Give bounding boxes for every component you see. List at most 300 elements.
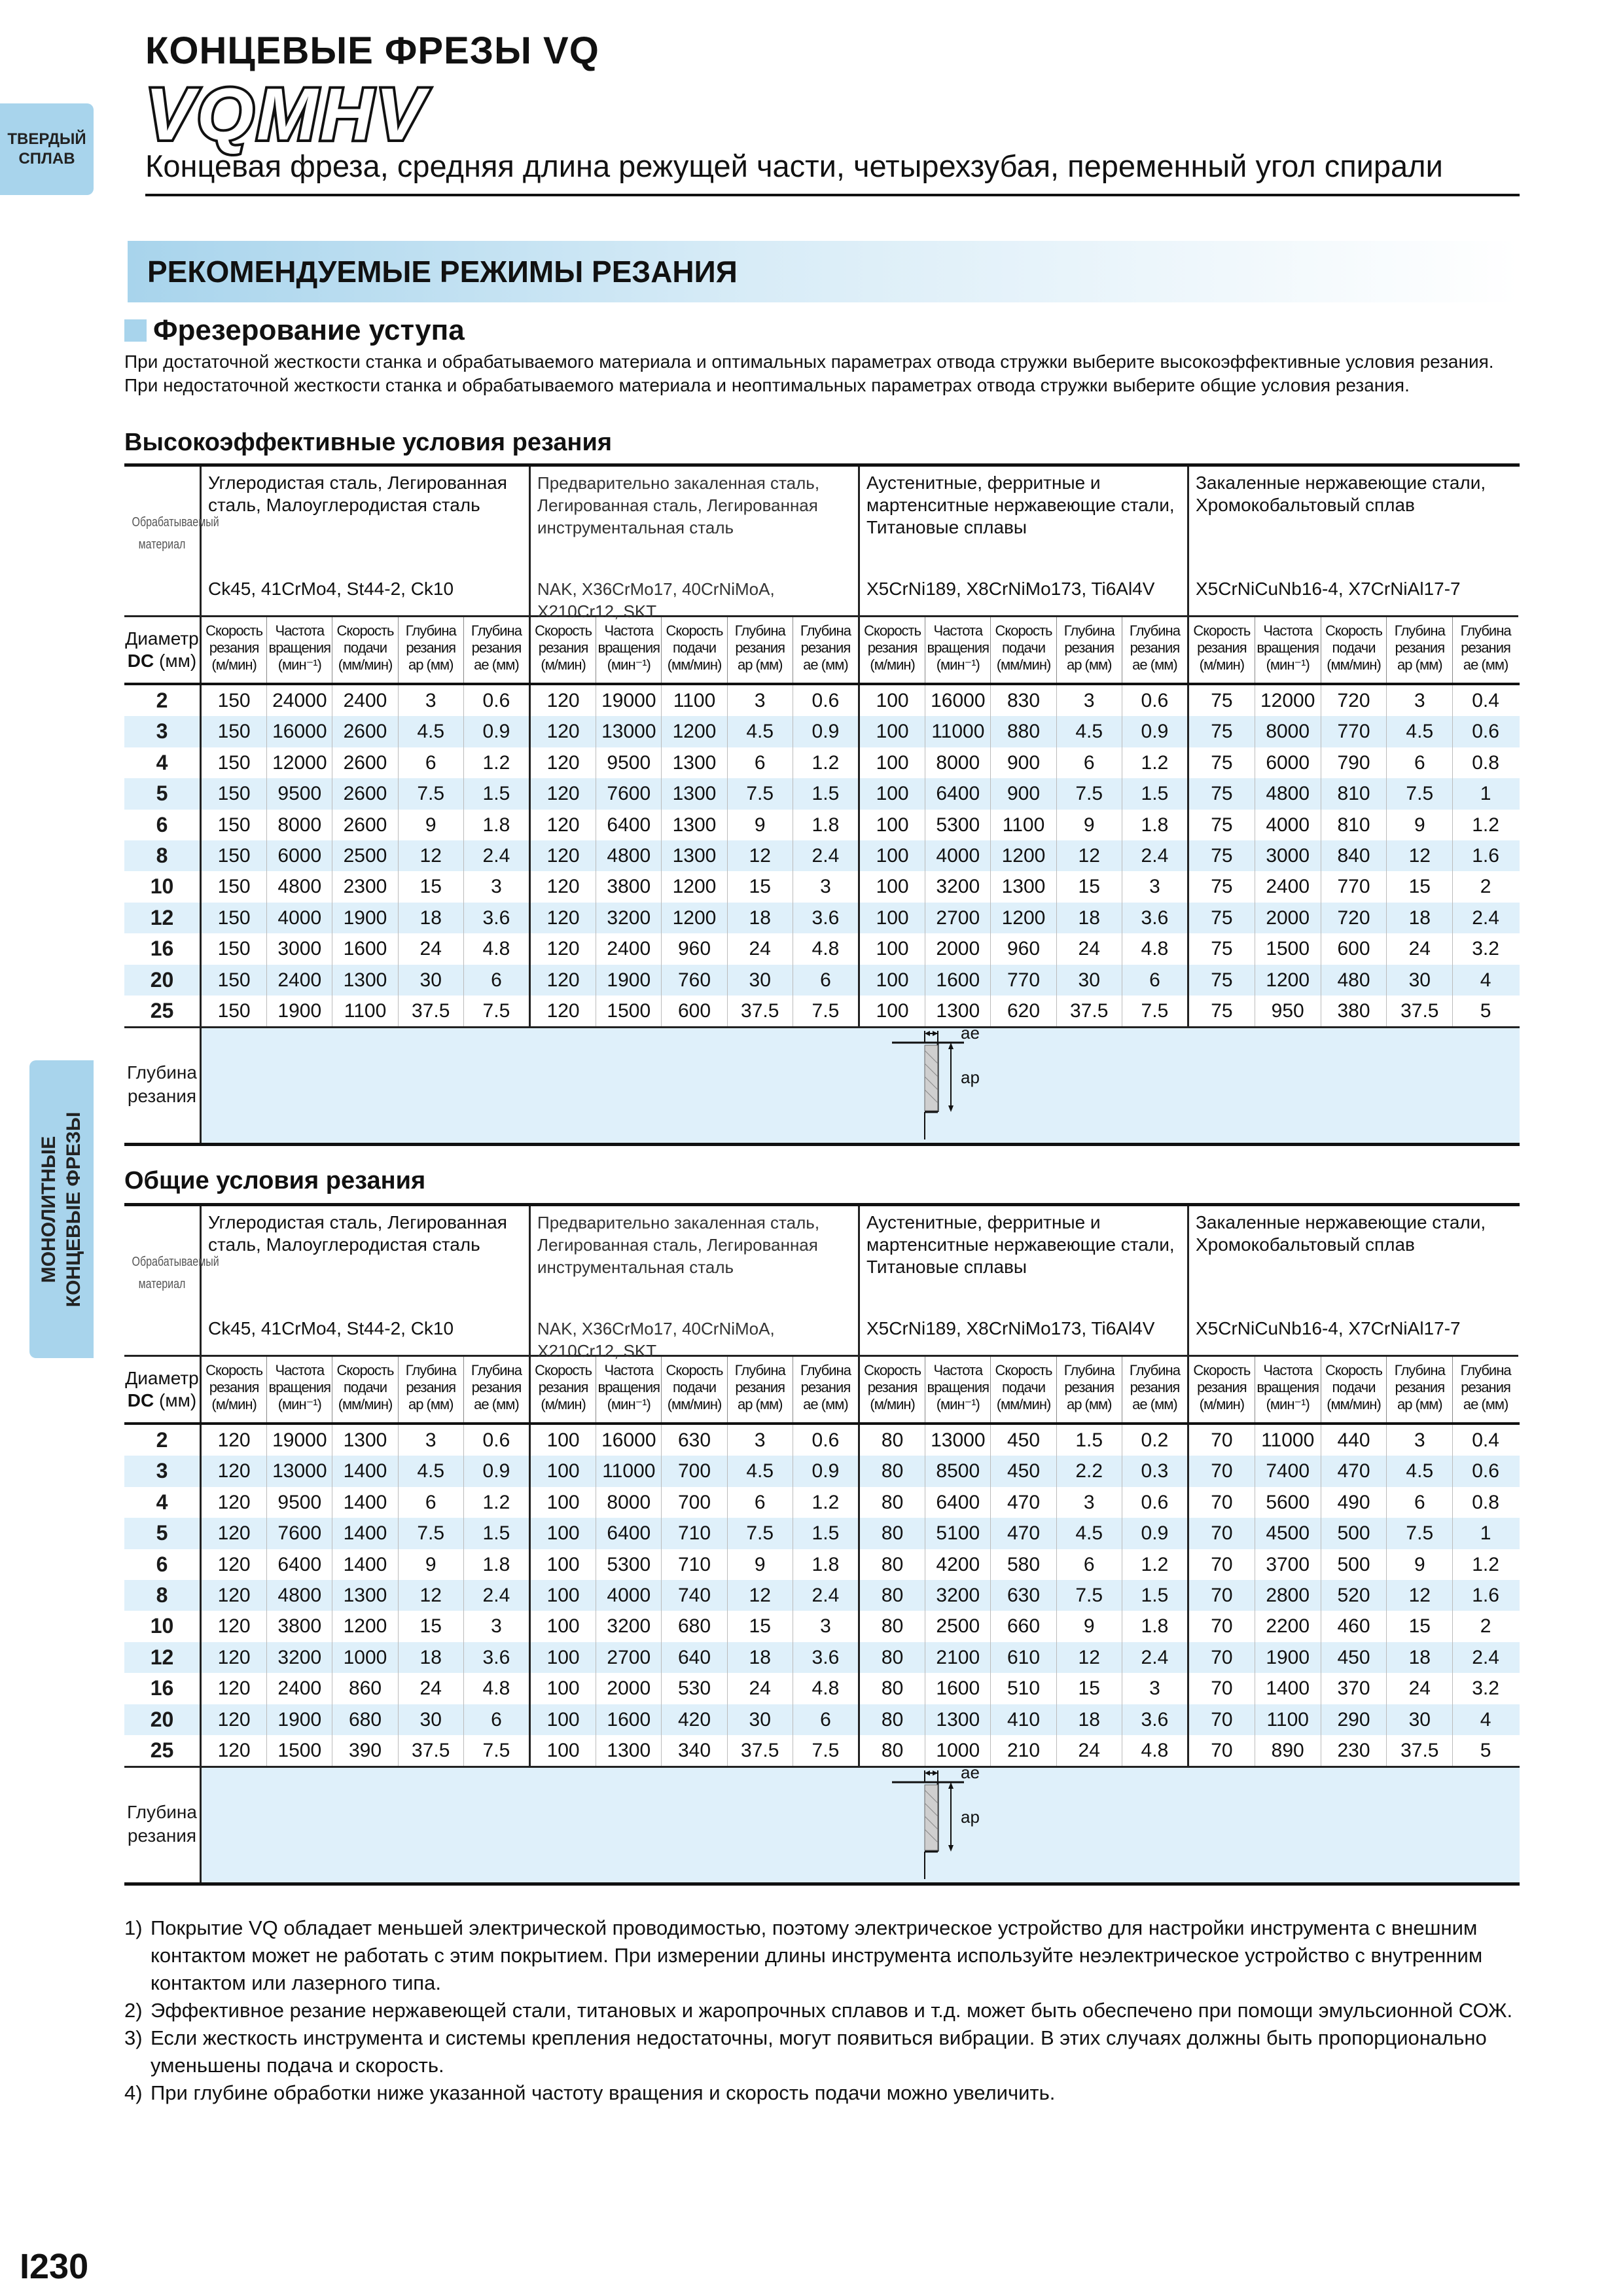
table-cell: 470 <box>1321 1456 1387 1486</box>
cutting-table-high-efficiency <box>124 463 1520 1146</box>
table-cell: 4.5 <box>399 716 464 747</box>
column-header: Глубина резания ae (мм) <box>1129 1362 1180 1412</box>
work-material-label: Обрабатываемый материал <box>132 515 219 552</box>
diameter-cell: 5 <box>124 778 202 809</box>
table-cell: 70 <box>1189 1611 1255 1641</box>
row-group <box>202 965 531 996</box>
table-cell: 2500 <box>332 840 398 871</box>
table-cell: 100 <box>860 810 925 840</box>
column-header: Глубина резания ae (мм) <box>1460 1362 1511 1412</box>
table-cell: 120 <box>202 1518 267 1549</box>
column-header: Скорость резания (м/мин) <box>202 1357 267 1422</box>
diameter-cell: 8 <box>124 1580 202 1611</box>
column-header: Глубина резания ap (мм) <box>399 1357 464 1422</box>
table-cell: 2000 <box>925 933 991 964</box>
column-header: Частота вращения (мин⁻¹) <box>1255 1357 1321 1422</box>
column-header: Глубина резания ap (мм) <box>1387 617 1453 683</box>
table-cell: 1.2 <box>1141 751 1169 774</box>
table-cell: 450 <box>991 1425 1056 1456</box>
row-group <box>531 1704 860 1735</box>
table-cell: 12 <box>1387 840 1453 871</box>
table-cell: 18 <box>399 1642 464 1673</box>
table-cell: 9 <box>728 1549 793 1580</box>
table-cell: 3 <box>728 1425 793 1456</box>
material-group-1 <box>202 1206 531 1357</box>
table-cell: 0.6 <box>482 1429 510 1451</box>
table-row <box>124 1704 1520 1735</box>
work-material-label-cell <box>124 467 219 617</box>
row-group <box>202 1735 531 1766</box>
column-header-group <box>860 617 1189 683</box>
table-cell: 480 <box>1321 965 1387 996</box>
table-cell: 3 <box>728 685 793 716</box>
table-cell: 75 <box>1189 685 1255 716</box>
table-cell: 150 <box>202 778 267 809</box>
table-cell: 4000 <box>925 840 991 871</box>
diameter-header-cell <box>124 1357 202 1422</box>
row-group <box>1189 1735 1518 1766</box>
table-cell: 150 <box>202 996 267 1026</box>
table-cell: 1500 <box>1255 933 1321 964</box>
table-cell: 1400 <box>1255 1673 1321 1704</box>
table-cell: 1400 <box>332 1456 398 1486</box>
table-cell: 7.5 <box>1141 999 1169 1022</box>
table-cell: 830 <box>991 685 1056 716</box>
table-cell: 1.5 <box>482 783 510 805</box>
table-cell: 19000 <box>596 685 662 716</box>
column-header: Скорость резания (м/мин) <box>1189 617 1255 683</box>
table-cell: 440 <box>1321 1425 1387 1456</box>
table-cell: 150 <box>202 716 267 747</box>
depth-diagram-area <box>202 1028 1520 1143</box>
table-cell: 0.6 <box>1141 690 1169 711</box>
table-cell: 290 <box>1321 1704 1387 1735</box>
row-group <box>202 1425 531 1456</box>
table-cell: 24 <box>728 1673 793 1704</box>
table-cell: 6000 <box>267 840 332 871</box>
row-group <box>1189 996 1518 1026</box>
table-cell: 3 <box>491 1615 502 1638</box>
row-group <box>531 1642 860 1673</box>
ap-label: ap <box>961 1067 980 1088</box>
table-cell: 70 <box>1189 1518 1255 1549</box>
table-cell: 70 <box>1189 1704 1255 1735</box>
page-number: I230 <box>20 2247 89 2286</box>
table-cell: 4.8 <box>812 938 840 960</box>
table-cell: 0.6 <box>812 690 840 711</box>
table-cell: 13000 <box>267 1456 332 1486</box>
table-cell: 230 <box>1321 1735 1387 1766</box>
table-cell: 120 <box>531 840 596 871</box>
diameter-cell: 10 <box>124 871 202 902</box>
row-group <box>860 996 1189 1026</box>
row-group <box>531 1487 860 1518</box>
table-cell: 2800 <box>1255 1580 1321 1611</box>
table-cell: 24 <box>1057 933 1122 964</box>
column-header: Частота вращения (мин⁻¹) <box>596 1357 662 1422</box>
material-header-row <box>124 467 1520 621</box>
column-header: Скорость подачи (мм/мин) <box>662 617 727 683</box>
table-cell: 6 <box>728 747 793 778</box>
table-cell: 75 <box>1189 996 1255 1026</box>
table-cell: 770 <box>1321 716 1387 747</box>
table-cell: 6400 <box>596 1518 662 1549</box>
table-cell: 80 <box>860 1518 925 1549</box>
table-cell: 120 <box>531 871 596 902</box>
diameter-label <box>124 1357 200 1412</box>
table-cell: 24 <box>399 1673 464 1704</box>
table-cell: 120 <box>202 1487 267 1518</box>
table-cell: 1900 <box>596 965 662 996</box>
table-cell: 7.5 <box>399 778 464 809</box>
table-cell: 9 <box>1387 1549 1453 1580</box>
table-cell: 3 <box>1149 876 1160 898</box>
table-cell: 100 <box>860 778 925 809</box>
table-row <box>124 996 1520 1026</box>
row-group <box>202 840 531 871</box>
material-grades: Ck45, 41CrMo4, St44-2, Ck10 <box>208 1318 454 1338</box>
diameter-header-cell <box>124 617 202 683</box>
table-cell: 4800 <box>1255 778 1321 809</box>
table-cell: 24 <box>1387 1673 1453 1704</box>
table-cell: 600 <box>1321 933 1387 964</box>
tab-side-line2: КОНЦЕВЫЕ ФРЕЗЫ <box>63 1111 84 1308</box>
table-cell: 12 <box>728 840 793 871</box>
column-header-row <box>124 1357 1520 1425</box>
work-material-label: Обрабатываемый материал <box>132 1255 219 1291</box>
intro-line-1: При достаточной жесткости станка и обрабатываемого материала и оптимальных параметрах отвода стружки выберите высокоэффективные условия резания. <box>124 351 1494 372</box>
tab-label-line1: ТВЕРДЫЙ <box>7 130 86 148</box>
footnote-number: 4) <box>124 2081 143 2104</box>
table-cell: 100 <box>531 1580 596 1611</box>
table-cell: 5600 <box>1255 1487 1321 1518</box>
table-cell: 1300 <box>662 810 727 840</box>
row-group <box>1189 1425 1518 1456</box>
column-header: Скорость подачи (мм/мин) <box>662 1357 727 1422</box>
column-header: Глубина резания ae (мм) <box>471 1362 522 1412</box>
row-group <box>1189 1580 1518 1611</box>
table-cell: 0.6 <box>1472 1460 1499 1482</box>
table-cell: 9 <box>1057 1611 1122 1641</box>
table-cell: 4.5 <box>1057 716 1122 747</box>
table-cell: 600 <box>662 996 727 1026</box>
table-cell: 4.8 <box>482 1677 510 1700</box>
diameter-cell: 4 <box>124 747 202 778</box>
table-cell: 1.2 <box>482 1491 510 1513</box>
table-cell: 12 <box>399 840 464 871</box>
table-cell: 3000 <box>1255 840 1321 871</box>
row-group <box>860 1735 1189 1766</box>
row-group <box>531 965 860 996</box>
table-cell: 720 <box>1321 685 1387 716</box>
table-cell: 3200 <box>267 1642 332 1673</box>
column-header: Глубина резания ap (мм) <box>1387 1357 1453 1422</box>
table-cell: 1500 <box>596 996 662 1026</box>
table-cell: 860 <box>332 1673 398 1704</box>
depth-of-cut-label: Глубина резания <box>124 1768 202 1882</box>
table-cell: 740 <box>662 1580 727 1611</box>
table-cell: 0.9 <box>812 721 840 743</box>
row-group <box>1189 1487 1518 1518</box>
table-cell: 6 <box>399 1487 464 1518</box>
table-cell: 2300 <box>332 871 398 902</box>
row-group <box>1189 810 1518 840</box>
table-cell: 0.3 <box>1141 1460 1169 1482</box>
row-group <box>860 1611 1189 1641</box>
material-grades: NAK, X36CrMo17, 40CrNiMoA, X210Cr12, SKT <box>537 579 775 621</box>
table-cell: 70 <box>1189 1487 1255 1518</box>
table-cell: 1900 <box>332 903 398 933</box>
table-row <box>124 1549 1520 1580</box>
table-cell: 710 <box>662 1518 727 1549</box>
table-cell: 37.5 <box>728 996 793 1026</box>
table-cell: 15 <box>1057 871 1122 902</box>
table-cell: 4 <box>1480 1708 1491 1731</box>
table-cell: 11000 <box>596 1456 662 1486</box>
row-group <box>531 1735 860 1766</box>
footnote-number: 2) <box>124 1999 143 2022</box>
table-cell: 37.5 <box>728 1735 793 1766</box>
column-header: Скорость резания (м/мин) <box>531 617 596 683</box>
table-cell: 3000 <box>267 933 332 964</box>
table-cell: 70 <box>1189 1549 1255 1580</box>
row-group <box>1189 871 1518 902</box>
table-cell: 7.5 <box>399 1518 464 1549</box>
table-cell: 7600 <box>267 1518 332 1549</box>
table-cell: 15 <box>728 871 793 902</box>
table-cell: 2600 <box>332 810 398 840</box>
table-cell: 2.4 <box>482 844 510 867</box>
table-cell: 1.2 <box>1472 814 1499 836</box>
table-cell: 1600 <box>925 965 991 996</box>
table-cell: 70 <box>1189 1425 1255 1456</box>
table-cell: 37.5 <box>399 996 464 1026</box>
table-cell: 4.8 <box>482 938 510 960</box>
column-header: Частота вращения (мин⁻¹) <box>925 1357 991 1422</box>
table-row <box>124 747 1520 778</box>
table-cell: 18 <box>1387 1642 1453 1673</box>
depth-of-cut-row <box>124 1766 1520 1882</box>
table-cell: 1400 <box>332 1549 398 1580</box>
row-group <box>202 747 531 778</box>
material-group-4 <box>1189 1206 1518 1357</box>
table-cell: 120 <box>202 1611 267 1641</box>
table-cell: 1.6 <box>1472 844 1499 867</box>
table-cell: 7.5 <box>1057 778 1122 809</box>
table-cell: 18 <box>728 903 793 933</box>
table-cell: 150 <box>202 933 267 964</box>
table-cell: 8000 <box>1255 716 1321 747</box>
table-cell: 70 <box>1189 1735 1255 1766</box>
footnote-number: 3) <box>124 2026 143 2049</box>
product-subtitle: Концевая фреза, средняя длина режущей части, четырехзубая, переменный угол спирали <box>145 149 1443 183</box>
table-cell: 4200 <box>925 1549 991 1580</box>
row-group <box>531 1611 860 1641</box>
table-cell: 12 <box>1387 1580 1453 1611</box>
table-cell: 37.5 <box>1387 996 1453 1026</box>
column-header-group <box>202 617 531 683</box>
section-tab-carbide <box>0 103 94 195</box>
table-cell: 120 <box>531 810 596 840</box>
table-cell: 4.5 <box>1387 1456 1453 1486</box>
table-cell: 5 <box>1480 1739 1491 1761</box>
table-cell: 700 <box>662 1487 727 1518</box>
table-cell: 3 <box>820 876 831 898</box>
table-cell: 500 <box>1321 1549 1387 1580</box>
table-cell: 80 <box>860 1735 925 1766</box>
table-cell: 120 <box>202 1425 267 1456</box>
table-cell: 120 <box>202 1456 267 1486</box>
table-cell: 4000 <box>1255 810 1321 840</box>
table-cell: 3800 <box>267 1611 332 1641</box>
table-cell: 1100 <box>332 996 398 1026</box>
footnote-text: При глубине обработки ниже указанной частоту вращения и скорость подачи можно увеличить. <box>151 2081 1056 2104</box>
work-material-label-cell <box>124 1206 219 1357</box>
row-group <box>531 1549 860 1580</box>
table-cell: 30 <box>1057 965 1122 996</box>
row-group <box>860 871 1189 902</box>
row-group <box>1189 747 1518 778</box>
table-cell: 1300 <box>332 1425 398 1456</box>
row-group <box>202 1642 531 1673</box>
column-header: Глубина резания ae (мм) <box>1129 622 1180 673</box>
column-header: Частота вращения (мин⁻¹) <box>267 1357 332 1422</box>
table-cell: 460 <box>1321 1611 1387 1641</box>
table-cell: 2100 <box>925 1642 991 1673</box>
table-cell: 100 <box>531 1704 596 1735</box>
table-cell: 2400 <box>1255 871 1321 902</box>
table-cell: 2.4 <box>812 1584 840 1606</box>
table-row <box>124 871 1520 902</box>
diameter-cell: 4 <box>124 1487 202 1518</box>
footnote-number: 1) <box>124 1916 143 1939</box>
table-row <box>124 685 1520 716</box>
table-cell: 2000 <box>1255 903 1321 933</box>
table-cell: 3.6 <box>482 906 510 929</box>
footnote-text: Покрытие VQ обладает меньшей электрической проводимостью, поэтому электрическое устройство для настройки инструмента с внешним контактом может не работать с этим покрытием. При измерении длины инструмента используйте неэлектрическое устройство с внутренним контактом или лазерного типа. <box>151 1916 1483 1994</box>
table-cell: 630 <box>991 1580 1056 1611</box>
table-cell: 0.9 <box>812 1460 840 1482</box>
diameter-cell: 6 <box>124 810 202 840</box>
material-group-4 <box>1189 467 1518 617</box>
table-cell: 11000 <box>1255 1425 1321 1456</box>
material-grades: X5CrNiCuNb16-4, X7CrNiAl17-7 <box>1196 1318 1461 1338</box>
table-cell: 6 <box>399 747 464 778</box>
depth-of-cut-label: Глубина резания <box>124 1028 202 1143</box>
table-cell: 700 <box>662 1456 727 1486</box>
table-cell: 1300 <box>662 840 727 871</box>
table-cell: 7.5 <box>1387 778 1453 809</box>
table-cell: 120 <box>531 933 596 964</box>
table-cell: 75 <box>1189 840 1255 871</box>
column-header: Частота вращения (мин⁻¹) <box>596 617 662 683</box>
table-cell: 120 <box>531 903 596 933</box>
diameter-cell: 5 <box>124 1518 202 1549</box>
table-cell: 2600 <box>332 778 398 809</box>
row-group <box>202 778 531 809</box>
table-cell: 1.2 <box>482 751 510 774</box>
table-row <box>124 965 1520 996</box>
page-title: КОНЦЕВЫЕ ФРЕЗЫ VQ <box>145 29 599 72</box>
material-name: Предварительно закаленная сталь, Легированная сталь, Легированная инструментальная сталь <box>537 1213 820 1277</box>
table-cell: 6 <box>820 969 831 991</box>
table-cell: 37.5 <box>1057 996 1122 1026</box>
table-row <box>124 1518 1520 1549</box>
table-row <box>124 716 1520 747</box>
table-cell: 9 <box>399 810 464 840</box>
table-cell: 13000 <box>925 1425 991 1456</box>
column-header: Скорость подачи (мм/мин) <box>991 617 1056 683</box>
table-cell: 370 <box>1321 1673 1387 1704</box>
column-header: Глубина резания ae (мм) <box>800 1362 851 1412</box>
table-cell: 100 <box>860 716 925 747</box>
diameter-cell: 3 <box>124 716 202 747</box>
table-cell: 680 <box>332 1704 398 1735</box>
table-cell: 4.8 <box>812 1677 840 1700</box>
table-cell: 19000 <box>267 1425 332 1456</box>
column-header-group <box>531 617 860 683</box>
diameter-cell: 8 <box>124 840 202 871</box>
table-cell: 16000 <box>267 716 332 747</box>
table-cell: 1900 <box>267 996 332 1026</box>
row-group <box>202 903 531 933</box>
table-cell: 3 <box>820 1615 831 1638</box>
table-cell: 9 <box>1387 810 1453 840</box>
table-cell: 390 <box>332 1735 398 1766</box>
table-cell: 3.6 <box>812 906 840 929</box>
operation-title <box>124 314 465 347</box>
table-cell: 1 <box>1480 783 1491 805</box>
table-cell: 4.5 <box>728 1456 793 1486</box>
column-header: Скорость резания (м/мин) <box>202 617 267 683</box>
table-cell: 18 <box>1387 903 1453 933</box>
material-name: Углеродистая сталь, Легированная сталь, Малоуглеродистая сталь <box>208 473 507 515</box>
table-cell: 3.6 <box>812 1646 840 1668</box>
table-row <box>124 1487 1520 1518</box>
row-group <box>531 840 860 871</box>
diameter-cell: 6 <box>124 1549 202 1580</box>
table-cell: 450 <box>1321 1642 1387 1673</box>
table-cell: 120 <box>531 716 596 747</box>
table-cell: 8000 <box>267 810 332 840</box>
table-cell: 11000 <box>925 716 991 747</box>
table-cell: 100 <box>860 996 925 1026</box>
table-cell: 1200 <box>662 871 727 902</box>
table-cell: 70 <box>1189 1456 1255 1486</box>
table-cell: 1.5 <box>482 1522 510 1545</box>
row-group <box>202 1549 531 1580</box>
table-cell: 6400 <box>596 810 662 840</box>
row-group <box>860 716 1189 747</box>
table-cell: 2.4 <box>812 844 840 867</box>
table-cell: 80 <box>860 1611 925 1641</box>
column-header: Скорость подачи (мм/мин) <box>1321 617 1387 683</box>
table-cell: 7.5 <box>812 999 840 1022</box>
table-cell: 950 <box>1255 996 1321 1026</box>
table-cell: 2 <box>1480 1615 1491 1638</box>
table-cell: 1200 <box>332 1611 398 1641</box>
table-cell: 1.2 <box>812 751 840 774</box>
table-cell: 15 <box>1057 1673 1122 1704</box>
table-cell: 12 <box>728 1580 793 1611</box>
table-cell: 150 <box>202 747 267 778</box>
table-cell: 470 <box>991 1487 1056 1518</box>
row-group <box>531 778 860 809</box>
table-cell: 100 <box>531 1549 596 1580</box>
table-cell: 2700 <box>596 1642 662 1673</box>
table-cell: 3700 <box>1255 1549 1321 1580</box>
table-cell: 12000 <box>1255 685 1321 716</box>
